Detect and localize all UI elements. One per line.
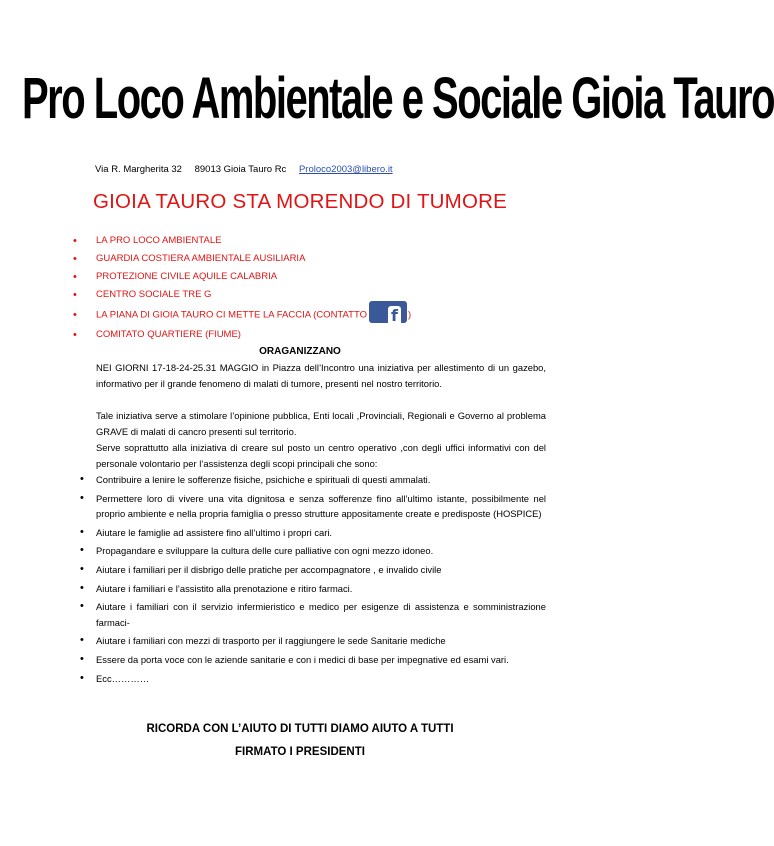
objective-item bbox=[80, 543, 546, 559]
bullet-icon: • bbox=[80, 581, 84, 594]
bullet-icon: • bbox=[73, 235, 77, 247]
bullet-icon: • bbox=[73, 271, 77, 283]
bullet-icon: • bbox=[80, 544, 84, 557]
bullet-icon: • bbox=[73, 253, 77, 265]
objective-text: Aiutare i familiari per il disbrigo delle pratiche per accompagnatore , e invalido civile bbox=[96, 563, 442, 575]
organization-label: PROTEZIONE CIVILE AQUILE CALABRIA bbox=[96, 271, 278, 282]
headline: GIOIA TAURO STA MORENDO DI TUMORE bbox=[93, 190, 507, 213]
purpose-paragraph: Tale iniziativa serve a stimolare l’opinione pubblica, Enti locali ,Provinciali, Regionali e Governo al problema GRAVE di malati di cancro presenti sul territorio. bbox=[96, 410, 546, 437]
email-link[interactable]: Proloco2003@libero.it bbox=[298, 164, 393, 175]
organization-item bbox=[65, 250, 411, 268]
objective-item bbox=[80, 472, 546, 488]
bullet-icon: • bbox=[73, 289, 77, 301]
organization-label: LA PRO LOCO AMBIENTALE bbox=[96, 235, 222, 246]
objective-item bbox=[80, 599, 546, 630]
objective-text: Contribuire a lenire le sofferenze fisiche, psichiche e spirituali di questi ammalati. bbox=[96, 474, 431, 485]
objective-item bbox=[80, 671, 546, 687]
bullet-icon: • bbox=[73, 329, 77, 341]
facebook-icon[interactable] bbox=[369, 301, 407, 323]
closing-slogan: RICORDA CON L’AIUTO DI TUTTI DIAMO AIUTO A TUTTI bbox=[146, 723, 454, 735]
organization-item bbox=[65, 326, 411, 344]
address-street: Via R. Margherita 32 bbox=[95, 164, 182, 175]
organization-label: LA PIANA DI GIOIA TAURO CI METTE LA FACCIA (CONTATTO bbox=[96, 309, 367, 321]
organization-label: CENTRO SOCIALE TRE G bbox=[96, 289, 212, 300]
bullet-icon: • bbox=[80, 600, 84, 613]
organization-item bbox=[65, 286, 411, 304]
organization-item bbox=[65, 232, 411, 250]
bullet-icon: • bbox=[80, 473, 84, 485]
objectives-list bbox=[80, 472, 546, 689]
address-line bbox=[95, 164, 403, 175]
organization-item bbox=[65, 304, 411, 326]
organization-item bbox=[65, 268, 411, 286]
objectives-paragraph: Serve soprattutto alla iniziativa di creare sul posto un centro operativo ,con degli uffici informativi con del personale volontario per l’assistenza degli scopi principali che sono: bbox=[96, 442, 546, 469]
objective-text: Essere da porta voce con le aziende sanitarie e con i medici di base per impegnative ed esami vari. bbox=[96, 653, 509, 665]
organization-label: COMITATO QUARTIERE (FIUME) bbox=[96, 329, 241, 340]
objective-text: Ecc………… bbox=[96, 672, 150, 684]
page-title: Pro Loco Ambientale e Sociale Gioia Tauro bbox=[22, 67, 774, 131]
organization-suffix: ) bbox=[407, 309, 412, 321]
objective-item bbox=[80, 491, 546, 522]
bullet-icon: • bbox=[80, 562, 84, 575]
objective-text: Aiutare le famiglie ad assistere fino all’ultimo i propri cari. bbox=[96, 526, 333, 538]
objective-text: Propagandare e sviluppare la cultura delle cure palliative con ogni mezzo idoneo. bbox=[96, 545, 434, 557]
bullet-icon: • bbox=[73, 309, 77, 321]
signature-line: FIRMATO I PRESIDENTI bbox=[235, 746, 365, 758]
objective-text: Aiutare i familiari con mezzi di trasporto per il raggiungere le sede Sanitarie mediche bbox=[96, 635, 446, 647]
bullet-icon: • bbox=[80, 525, 84, 538]
objective-text: Aiutare i familiari e l’assistito alla prenotazione e ritiro farmaci. bbox=[96, 582, 353, 594]
objective-item bbox=[80, 562, 546, 578]
bullet-icon: • bbox=[80, 671, 84, 684]
bullet-icon: • bbox=[80, 634, 84, 647]
facebook-letter: f bbox=[388, 306, 401, 323]
organizers-heading: ORAGANIZZANO bbox=[259, 346, 341, 357]
objective-item bbox=[80, 652, 546, 668]
objective-item bbox=[80, 633, 546, 649]
objective-item bbox=[80, 581, 546, 597]
objective-text: Aiutare i familiari con il servizio infermieristico e medico per esigenze di assistenza e somministrazione farmaci- bbox=[96, 601, 546, 628]
intro-paragraph: NEI GIORNI 17-18-24-25.31 MAGGIO in Piazza dell’Incontro una iniziativa per allestimento di un gazebo, informativo per il grande fenomeno di malati di tumore, presenti nel nostro territorio. bbox=[96, 362, 546, 389]
organization-label: GUARDIA COSTIERA AMBIENTALE AUSILIARIA bbox=[96, 253, 306, 264]
objective-item bbox=[80, 525, 546, 541]
bullet-icon: • bbox=[80, 491, 84, 504]
objective-text: Permettere loro di vivere una vita dignitosa e senza sofferenze fino all’ultimo istante, possibilmente nel proprio ambiente e nella propria famiglia o presso strutture appositamente create e predisposte (HOSPICE) bbox=[96, 492, 546, 520]
bullet-icon: • bbox=[80, 652, 84, 665]
address-city: 89013 Gioia Tauro Rc bbox=[194, 164, 287, 175]
organizations-list bbox=[65, 232, 411, 344]
